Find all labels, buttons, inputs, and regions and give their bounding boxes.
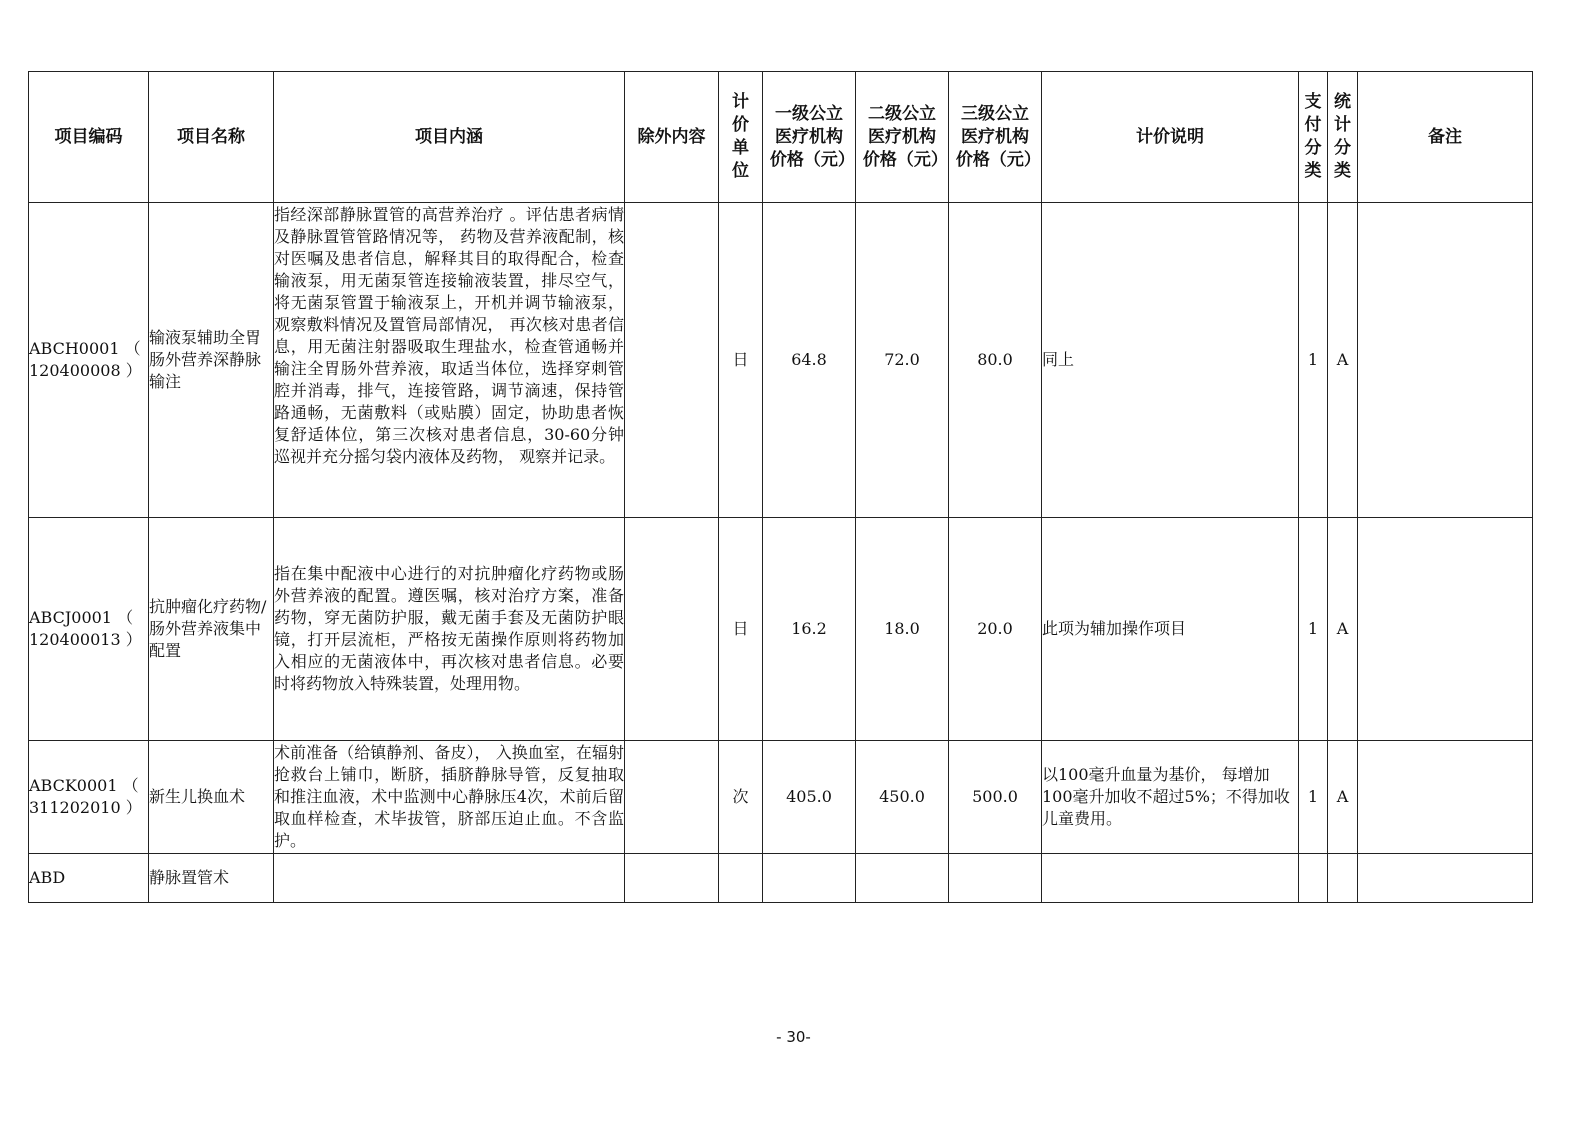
item-stat-class — [1328, 854, 1358, 903]
item-pricing-note: 同上 — [1042, 203, 1299, 518]
item-stat-class: A — [1328, 203, 1358, 518]
item-content — [274, 518, 625, 741]
item-price-level2: 18.0 — [856, 518, 949, 741]
item-unit: 日 — [719, 518, 763, 741]
page-number: - 30- — [776, 1028, 811, 1046]
item-exclusion — [625, 518, 719, 741]
header-level3-text: 三级公立医疗机构价格（元） — [955, 103, 1041, 170]
header-payment — [1299, 72, 1328, 203]
header-unit-text: 计价单位 — [732, 92, 749, 181]
header-level2-text: 二级公立医疗机构价格（元） — [862, 103, 948, 170]
table-row — [29, 854, 1533, 903]
item-exclusion — [625, 741, 719, 854]
item-unit: 日 — [719, 203, 763, 518]
item-unit — [719, 854, 763, 903]
header-code: 项目编码 — [29, 72, 149, 203]
header-payment-text: 支付分类 — [1304, 92, 1322, 181]
item-content-text: 指在集中配液中心进行的对抗肿瘤化疗药物或肠外营养液的配置。遵医嘱，核对治疗方案，准备药物，穿无菌防护服，戴无菌手套及无菌防护眼镜，打开层流柜，严格按无菌操作原则将药物加入相应的无菌液体中，再次核对患者信息。必要时将药物放入特殊装置，处理用物。 — [274, 564, 624, 693]
header-exclusion: 除外内容 — [625, 72, 719, 203]
item-price-level2: 72.0 — [856, 203, 949, 518]
item-price-level2: 450.0 — [856, 741, 949, 854]
item-price-level3: 80.0 — [949, 203, 1042, 518]
item-price-level1: 16.2 — [763, 518, 856, 741]
item-payment-class: 1 — [1299, 741, 1328, 854]
header-level1 — [763, 72, 856, 203]
table-row — [29, 518, 1533, 741]
table-row — [29, 741, 1533, 854]
price-table — [28, 71, 1533, 903]
header-remarks: 备注 — [1358, 72, 1533, 203]
item-stat-class: A — [1328, 741, 1358, 854]
item-remarks — [1358, 854, 1533, 903]
item-price-level1: 64.8 — [763, 203, 856, 518]
header-stat — [1328, 72, 1358, 203]
item-price-level3 — [949, 854, 1042, 903]
item-price-level3: 500.0 — [949, 741, 1042, 854]
item-name: 输液泵辅助全胃肠外营养深静脉输注 — [149, 203, 274, 518]
item-exclusion — [625, 203, 719, 518]
item-price-level3: 20.0 — [949, 518, 1042, 741]
item-exclusion — [625, 854, 719, 903]
item-payment-class — [1299, 854, 1328, 903]
item-content — [274, 741, 625, 854]
item-remarks — [1358, 203, 1533, 518]
header-level2 — [856, 72, 949, 203]
item-code: ABCH0001 （ 120400008 ） — [29, 203, 149, 518]
item-remarks — [1358, 741, 1533, 854]
item-price-level1: 405.0 — [763, 741, 856, 854]
header-content: 项目内涵 — [274, 72, 625, 203]
item-content — [274, 854, 625, 903]
item-pricing-note: 此项为辅加操作项目 — [1042, 518, 1299, 741]
item-content — [274, 203, 625, 518]
item-name: 新生儿换血术 — [149, 741, 274, 854]
header-level3 — [949, 72, 1042, 203]
header-row — [29, 72, 1533, 203]
table-row — [29, 203, 1533, 518]
item-code: ABD — [29, 854, 149, 903]
header-pricing-note: 计价说明 — [1042, 72, 1299, 203]
item-stat-class: A — [1328, 518, 1358, 741]
item-content-text: 指经深部静脉置管的高营养治疗 。评估患者病情及静脉置管管路情况等， 药物及营养液配制，核对医嘱及患者信息，解释其目的取得配合，检查输液泵，用无菌泵管连接输液装置，排尽空气，将无菌泵管置于输液泵上，开机并调节输液泵，观察敷料情况及置管局部情况， 再次核对患者信息，用无菌注射器吸取生理盐水，检查管通畅并输注全胃肠外营养液，取适当体位，选择穿刺管腔并消毒，排气，连接管路，调节滴速，保持管路通畅，无菌敷料（或贴膜）固定，协助患者恢复舒适体位，第三次核对患者信息，30-60分钟巡视并充分摇匀袋内液体及药物， 观察并记录。 — [274, 205, 624, 466]
header-name: 项目名称 — [149, 72, 274, 203]
item-code: ABCJ0001 （ 120400013 ） — [29, 518, 149, 741]
item-price-level1 — [763, 854, 856, 903]
item-unit: 次 — [719, 741, 763, 854]
header-level1-text: 一级公立医疗机构价格（元） — [769, 103, 855, 170]
item-name: 静脉置管术 — [149, 854, 274, 903]
item-remarks — [1358, 518, 1533, 741]
header-stat-text: 统计分类 — [1334, 92, 1351, 181]
item-pricing-note — [1042, 854, 1299, 903]
item-price-level2 — [856, 854, 949, 903]
item-code: ABCK0001 （ 311202010 ） — [29, 741, 149, 854]
item-name: 抗肿瘤化疗药物/肠外营养液集中配置 — [149, 518, 274, 741]
item-pricing-note: 以100毫升血量为基价， 每增加100毫升加收不超过5%；不得加收儿童费用。 — [1042, 741, 1299, 854]
header-unit — [719, 72, 763, 203]
item-payment-class: 1 — [1299, 518, 1328, 741]
item-payment-class: 1 — [1299, 203, 1328, 518]
item-content-text: 术前准备（给镇静剂、备皮）， 入换血室，在辐射抢救台上铺巾，断脐，插脐静脉导管，反复抽取和推注血液，术中监测中心静脉压4次，术前后留取血样检查，术毕拔管，脐部压迫止血。不含监护。 — [274, 743, 624, 850]
